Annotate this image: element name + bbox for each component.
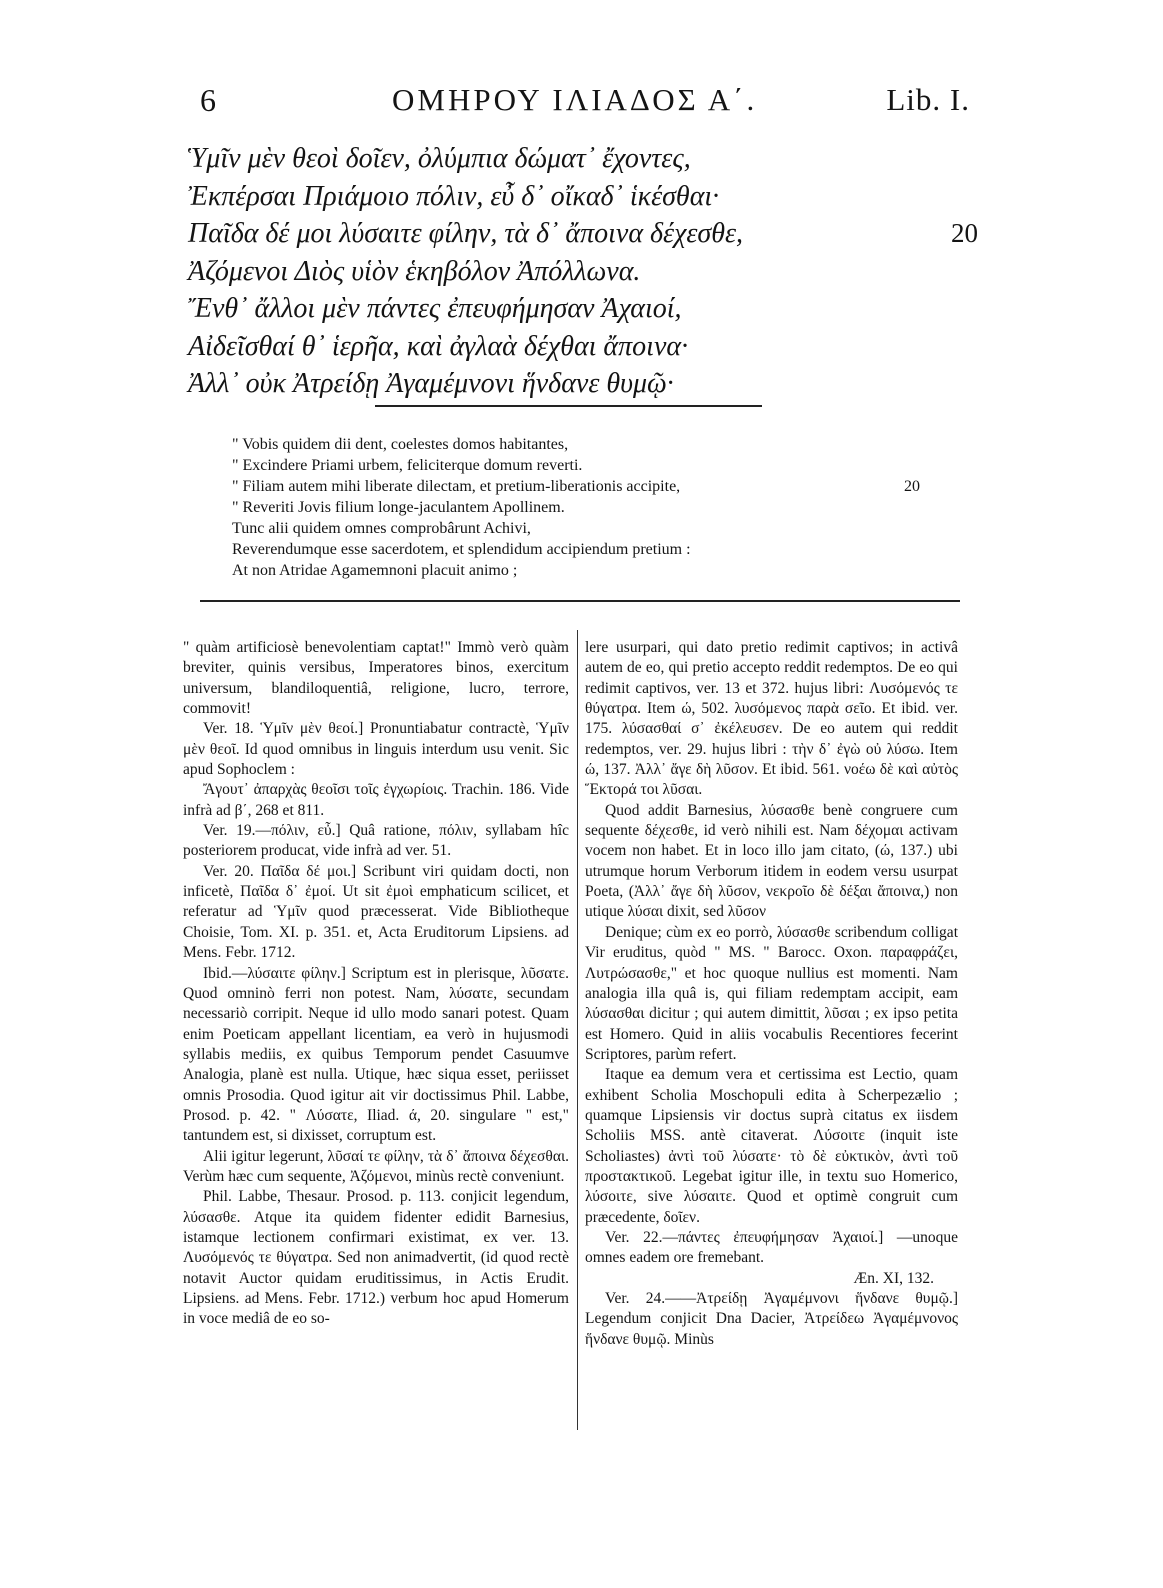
note-paragraph: Ver. 24.——Ἀτρείδῃ Ἀγαμέμνονι ἥνδανε θυμῷ.] Legendum conjicit Dna Dacier, Ἀτρείδεω Ἀγαμέμνονος ἥνδανε θυμῷ. Minùs <box>585 1290 958 1348</box>
note-paragraph: Æn. XI, 132. <box>853 1269 934 1287</box>
note-paragraph: Ver. 18. Ὑμῖν μὲν θεοί.] Pronuntiabatur contractè, Ὑμῖν μὲν θεοῖ. Id quod omnibus in linguis interdum usu venit. Sic apud Sophoclem : <box>183 720 569 779</box>
latin-verse-line-text: " Reveriti Jovis filium longe-jaculantem Apollinem. <box>232 499 565 516</box>
greek-verse-line-text: Αἰδεῖσθαί θ᾽ ἱερῆα, καὶ ἀγλαὰ δέχθαι ἄποινα· <box>188 330 689 362</box>
note-paragraph: Ἄγουτ᾽ ἀπαρχὰς θεοῖσι τοῖς ἐγχωρίοις. Trachin. 186. Vide infrà ad β΄, 268 et 811. <box>183 781 569 819</box>
latin-verse-line-text: " Filiam autem mihi liberate dilectam, et pretium-liberationis accipite, <box>232 478 681 495</box>
running-title: ΟΜΗΡΟΥ ΙΛΙΑΔΟΣ Α΄. <box>392 82 758 117</box>
greek-verse-line <box>188 365 978 403</box>
greek-verse-line <box>188 290 978 328</box>
verse-divider-rule <box>375 405 762 407</box>
latin-verse-line <box>232 560 920 581</box>
note-paragraph: Alii igitur legerunt, λῦσαί τε φίλην, τὰ δ᾽ ἄποινα δέχεσθαι. Verùm hæc cum sequente, Ἀζόμενοι, minùs rectè conveniunt. <box>183 1147 569 1185</box>
latin-verse-line <box>232 434 920 455</box>
greek-verse-line-text: Παῖδα δέ μοι λύσαιτε φίλην, τὰ δ᾽ ἄποινα δέχεσθε, <box>188 218 744 249</box>
latin-verse-line <box>232 476 920 497</box>
latin-verse-line-text: " Excindere Priami urbem, feliciterque domum reverti. <box>232 457 583 474</box>
latin-verse-line-text: At non Atridae Agamemnoni placuit animo ; <box>232 562 518 579</box>
notes-column-left <box>183 638 569 1330</box>
latin-verse-line <box>232 455 920 476</box>
note-paragraph: Ver. 22.—πάντες ἐπευφήμησαν Ἀχαιοί.] —unoque omnes eadem ore fremebant. <box>585 1228 958 1267</box>
latin-verse-line <box>232 539 920 560</box>
notes-divider-rule <box>200 600 960 602</box>
greek-verse-line <box>188 140 978 178</box>
greek-verse-line <box>188 178 978 216</box>
note-paragraph: Ver. 20. Παῖδα δέ μοι.] Scribunt viri quidam docti, non inficetè, Παῖδα δ᾽ ἐμοί. Ut sit ἐμοὶ emphaticum scilicet, et referatur ad Ὑμῖν quod præcesserat. Vide Bibliotheque Choisie, Tom. XI. p. 351. et, Acta Eruditorum Lipsiens. ad Mens. Febr. 1712. <box>183 862 569 962</box>
greek-verse-line-text: Ἀζόμενοι Διὸς υἱὸν ἑκηβόλον Ἀπόλλωνα. <box>188 255 641 287</box>
greek-verse-line-text: Ἐκπέρσαι Πριάμοιο πόλιν, εὖ δ᾽ οἴκαδ᾽ ἱκέσθαι· <box>188 180 720 212</box>
greek-verse-block <box>188 140 978 403</box>
latin-verse-line <box>232 518 920 539</box>
latin-verse-line <box>232 497 920 518</box>
latin-verse-line-text: " Vobis quidem dii dent, coelestes domos habitantes, <box>232 436 569 453</box>
book-label: Lib. I. <box>886 82 970 117</box>
note-paragraph: Ver. 19.—πόλιν, εὖ.] Quâ ratione, πόλιν, syllabam hîc posteriorem producat, vide infrà ad ver. 51. <box>183 822 569 860</box>
note-paragraph: Itaque ea demum vera et certissima est Lectio, quam exhibent Scholia Moschopuli edita à Scherpezælio ; quamque Lipsiensis vir doctus suprà citatus ex iisdem Scholiis MSS. antè citaverat. Λύσοιτε (inquit iste Scholiastes) ἀντὶ τοῦ λύσατε· τὸ δὲ εὐκτικὸν, ἀντὶ τοῦ προστακτικοῦ. Legebat igitur ille, in textu suo Homerico, λύσοιτε, sive λύσαιτε. Quod et optimè congruit cum præcedente, δοῖεν. <box>585 1066 958 1226</box>
note-paragraph: Ibid.—λύσαιτε φίλην.] Scriptum est in plerisque, λῦσατε. Quod omninò ferri non potest. Nam, λύσατε, secundam necessariò corripit. Neque id ullo modo sanari potest. Quam enim Poeticam appellant licentiam, ea verò in hujusmodi syllabis mediis, ex quibus Temporum pendet Casuumve Analogia, planè est nulla. Utique, hæc siqua esset, periisset omnis Prosodia. Quod igitur ait vir doctissimus Phil. Labbe, Prosod. p. 42. " Λύσατε, Iliad. ά, 20. singulare " est," tantundem est, si dixisset, corruptum est. <box>183 964 569 1145</box>
greek-verse-line-text: Ἀλλ᾽ οὐκ Ἀτρείδῃ Ἀγαμέμνονι ἥνδανε θυμῷ· <box>188 368 674 399</box>
page-number: 6 <box>200 82 216 118</box>
note-paragraph: Quod addit Barnesius, λύσασθε benè congruere cum sequente δέχεσθε, id verò nihili est. Nam δέχομαι activam vocem non habet. Et in loco illo jam citato, (ώ, 137.) ubi utrumque horum Verborum itidem in eodem versu usurpat Poeta, (Ἀλλ᾽ ἄγε δὴ λῦσον, νεκροῖο δὲ δέξαι ἄποινα,) non utique λύσαι dixit, sed λῦσον <box>585 801 958 921</box>
line-number: 20 <box>904 478 920 495</box>
column-divider <box>577 630 578 1430</box>
note-paragraph: Denique; cùm ex eo porrò, λύσασθε scribendum colligat Vir eruditus, quòd " MS. " Barocc. Oxon. παραφράζει, Λυτρώσασθε," et hoc quoque nullius est momenti. Nam analogia illa quâ is, qui filiam redemptam accipit, eam λύσασθαι dicitur ; qui autem dimittit, λῦσαι ; ex ipso petita est Homero. Quid in aliis vocabulis Recentiores fecerint Scriptores, parùm refert. <box>585 923 958 1063</box>
note-paragraph: lere usurpari, qui dato pretio redimit captivos; in activâ autem de eo, qui pretio accepto reddit redemptos. De eo qui redimit captivos, ver. 13 et 372. hujus libri: Λυσόμενός τε θύγατρα. Item ώ, 502. λυσόμενος παρὰ σεῖο. Et ibid. ver. 175. λύσασθαί σ᾽ ἐκέλευσεν. De eo autem qui reddit redemptos, ver. 29. hujus libri : τὴν δ᾽ ἐγὼ οὐ λύσω. Item ώ, 137. Ἀλλ᾽ ἄγε δὴ λῦσον. Et ibid. 561. νοέω δὲ καὶ αὐτὸς Ἕκτορά τοι λῦσαι. <box>585 639 958 799</box>
notes-column-right <box>585 638 958 1350</box>
note-paragraph: Phil. Labbe, Thesaur. Prosod. p. 113. conjicit legendum, λύσασθε. Atque ita quidem fidenter edidit Barnesius, istamque lectionem confirmari existimat, ex ver. 13. Λυσόμενός τε θύγατρα. Sed non animadvertit, (id quod rectè notavit Auctor quidam eruditissimus, in Actis Erudit. Lipsiens. ad Mens. Febr. 1712.) verbum hoc apud Homerum in voce mediâ de eo so- <box>183 1188 569 1328</box>
latin-translation-block <box>232 434 920 581</box>
greek-verse-line <box>188 215 978 253</box>
greek-verse-line-text: Ἔνθ᾽ ἄλλοι μὲν πάντες ἐπευφήμησαν Ἀχαιοί, <box>188 293 682 324</box>
page-header <box>200 82 970 132</box>
line-number: 20 <box>951 218 978 248</box>
greek-verse-line <box>188 253 978 291</box>
greek-verse-line-text: Ὑμῖν μὲν θεοὶ δοῖεν, ὀλύμπια δώματ᾽ ἔχοντες, <box>188 143 691 174</box>
latin-verse-line-text: Reverendumque esse sacerdotem, et splendidum accipiendum pretium : <box>232 541 691 558</box>
latin-verse-line-text: Tunc alii quidem omnes comprobârunt Achivi, <box>232 520 531 537</box>
note-paragraph: " quàm artificiosè benevolentiam captat!" Immò verò quàm breviter, quinis versibus, Imperatores binos, exercitum universum, blandiloquentiâ, religione, lucro, terrore, commovit! <box>183 639 569 718</box>
greek-verse-line <box>188 328 978 366</box>
